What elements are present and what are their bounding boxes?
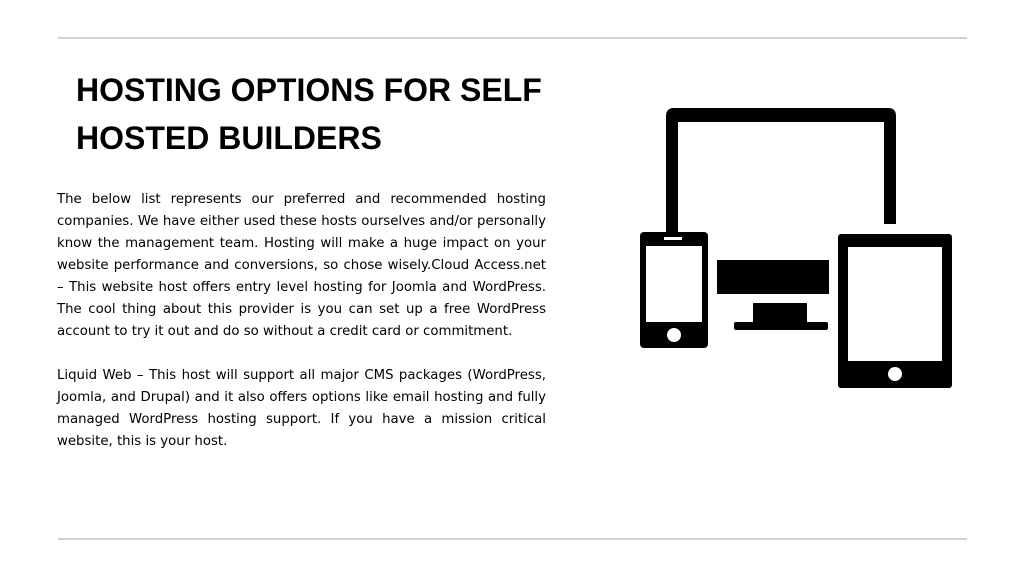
paragraph-liquid-web: Liquid Web – This host will support all major CMS packages (WordPress, Joomla, and Drupal) and it also offers options like email hosting and fully managed WordPress hosting support. If you have a mission critical website, this is your host.	[57, 368, 546, 449]
paragraph-cloud-access: The below list represents our preferred and recommended hosting companies. We have either used these hosts ourselves and/or personally know the management team. Hosting will make a huge impact on your website performance and conversions, so chose wisely.Cloud Access.net – This website host offers entry level hosting for Joomla and WordPress. The cool thing about this provider is you can set up a free WordPress account to try it out and do so without a credit card or commitment.	[57, 192, 546, 339]
top-divider	[58, 37, 967, 39]
desktop-monitor-icon	[717, 260, 829, 294]
laptop-frame-icon	[666, 108, 896, 234]
slide-body	[57, 189, 546, 453]
slide-title: HOSTING OPTIONS FOR SELF HOSTED BUILDERS	[76, 72, 542, 156]
responsive-devices-icon	[638, 106, 954, 390]
bottom-divider	[58, 538, 967, 540]
